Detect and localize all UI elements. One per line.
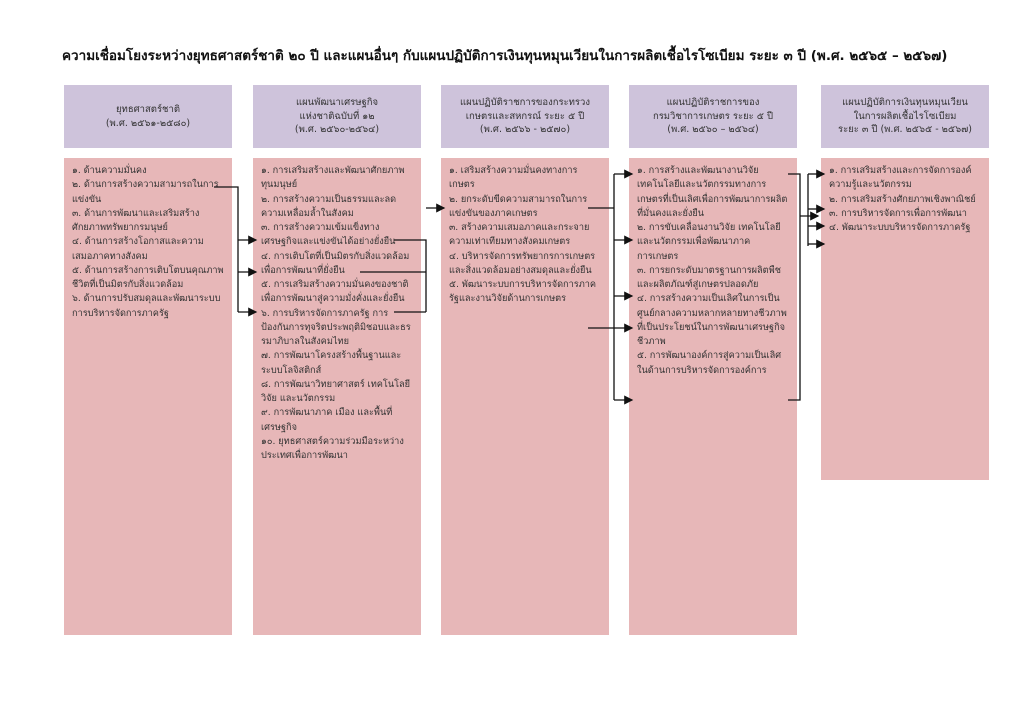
list-item: ๔. การสร้างความเป็นเลิศในการเป็นศูนย์กลางความหลากหลายทางชีวภาพที่เป็นประโยชน์ในการพัฒนาเศรษฐกิจชีวภาพ	[637, 293, 787, 347]
header-line: กรมวิชาการเกษตร ระยะ ๕ ปี	[652, 110, 774, 122]
list-item: ๘. การพัฒนาวิทยาศาสตร์ เทคโนโลยี วิจัย และนวัตกรรม	[261, 378, 411, 404]
header-line: แผนปฏิบัติการเงินทุนหมุนเวียน	[842, 96, 968, 108]
list-item: ๒. การขับเคลื่อนงานวิจัย เทคโนโลยีและนวัตกรรมเพื่อพัฒนาภาคการเกษตร	[637, 222, 781, 262]
list-item: ๑. ด้านความมั่นคง	[72, 165, 147, 176]
list-item: ๕. การเสริมสร้างความมั่นคงของชาติเพื่อการพัฒนาสู่ความมั่งคั่งและยั่งยืน	[261, 279, 409, 305]
list-item: ๗. การพัฒนาโครงสร้างพื้นฐานและระบบโลจิสติกส์	[261, 350, 402, 376]
header-line: (พ.ศ. ๒๕๖๑-๒๕๘๐)	[105, 117, 191, 129]
list-item: ๓. การยกระดับมาตรฐานการผลิตพืชและผลิตภัณฑ์สู่เกษตรปลอดภัย	[637, 264, 781, 290]
list-item: ๑. การเสริมสร้างและพัฒนาศักยภาพทุนมนุษย์	[261, 165, 405, 191]
list-item: ๒. การเสริมสร้างศักยภาพเชิงพาณิชย์	[829, 193, 976, 205]
list-item: ๑. การเสริมสร้างและการจัดการองค์ความรู้และนวัตกรรม	[829, 165, 972, 191]
header-line: แผนพัฒนาเศรษฐกิจ	[295, 96, 379, 108]
connector-line	[214, 187, 238, 312]
list-item: ๕. การพัฒนาองค์การสู่ความเป็นเลิศในด้านการบริหารจัดการองค์การ	[637, 350, 782, 376]
list-item: ๖. ด้านการปรับสมดุลและพัฒนาระบบการบริหารจัดการภาครัฐ	[72, 293, 221, 319]
list-item: ๙. การพัฒนาภาค เมือง และพื้นที่เศรษฐกิจ	[261, 407, 393, 433]
header-line: แห่งชาติฉบับที่ ๑๒	[299, 110, 375, 122]
list-item: ๒. ด้านการสร้างความสามารถในการแข่งขัน	[72, 179, 219, 205]
list-item: ๑๐. ยุทธศาสตร์ความร่วมมือระหว่างประเทศเพื่อการพัฒนา	[261, 435, 404, 461]
connector-line	[394, 240, 426, 312]
list-item: ๓. สร้างความเสมอภาคและกระจายความเท่าเทียมทางสังคมเกษตร	[449, 222, 590, 248]
list-item: ๔. บริหารจัดการทรัพยากรการเกษตรและสิ่งแวดล้อมอย่างสมดุลและยั่งยืน	[449, 250, 596, 276]
list-item: ๒. การสร้างความเป็นธรรมและลดความเหลื่อมล้ำในสังคม	[261, 193, 397, 219]
header-line: เกษตรและสหกรณ์ ระยะ ๕ ปี	[465, 110, 585, 122]
header-line: (พ.ศ. ๒๕๖๐-๒๕๖๔)	[294, 124, 380, 136]
header-line: ยุทธศาสตร์ชาติ	[115, 103, 180, 115]
header-line: (พ.ศ. ๒๕๖๐ – ๒๕๖๔)	[667, 124, 759, 136]
list-item: ๓. การสร้างความเข้มแข็งทางเศรษฐกิจและแข่งขันได้อย่างยั่งยืน	[261, 222, 396, 248]
page-title: ความเชื่อมโยงระหว่างยุทธศาสตร์ชาติ ๒๐ ปี และแผนอื่นๆ กับแผนปฏิบัติการเงินทุนหมุนเวียนในการผลิตเชื้อไรโซเบียม ระยะ ๓ ปี (พ.ศ. ๒๕๖๕ – ๒๕๖๗)	[62, 48, 948, 64]
header-line: แผนปฏิบัติราชการของกระทรวง	[460, 96, 590, 108]
header-line: (พ.ศ. ๒๕๖๖ - ๒๕๗๐)	[479, 124, 571, 136]
list-item: ๔. การเติบโตที่เป็นมิตรกับสิ่งแวดล้อมเพื่อการพัฒนาที่ยั่งยืน	[261, 250, 410, 276]
header-line: ในการผลิตเชื้อไรโซเบียม	[853, 110, 957, 122]
header-line: ระยะ ๓ ปี (พ.ศ. ๒๕๖๕ - ๒๕๖๗)	[838, 124, 972, 136]
connector-line	[788, 174, 800, 400]
list-item: ๓. ด้านการพัฒนาและเสริมสร้างศักยภาพทรัพยากรมนุษย์	[72, 207, 200, 233]
list-item: ๔. ด้านการสร้างโอกาสและความเสมอภาคทางสังคม	[72, 236, 204, 262]
list-item: ๒. ยกระดับขีดความสามารถในการแข่งขันของภาคเกษตร	[449, 193, 588, 219]
list-item: ๔. พัฒนาระบบบริหารจัดการภาครัฐ	[829, 222, 971, 233]
list-item: ๑. เสริมสร้างความมั่นคงทางการเกษตร	[449, 165, 578, 191]
list-item: ๖. การบริหารจัดการภาครัฐ การป้องกันการทุจริตประพฤติมิชอบและธรรมาภิบาลในสังคมไทย	[261, 307, 411, 347]
list-item: ๑. การสร้างและพัฒนางานวิจัย เทคโนโลยีและนวัตกรรมทางการเกษตรที่เป็นเลิศเพื่อการพัฒนาการผลิตที่มั่นคงและยั่งยืน	[637, 165, 788, 219]
list-item: ๕. พัฒนาระบบการบริหารจัดการภาครัฐและงานวิจัยด้านการเกษตร	[449, 279, 597, 305]
list-item: ๓. การบริหารจัดการเพื่อการพัฒนา	[829, 207, 967, 219]
header-line: แผนปฏิบัติราชการของ	[666, 96, 760, 108]
list-item: ๕. ด้านการสร้างการเติบโตบนคุณภาพชีวิตที่เป็นมิตรกับสิ่งแวดล้อม	[72, 264, 224, 290]
